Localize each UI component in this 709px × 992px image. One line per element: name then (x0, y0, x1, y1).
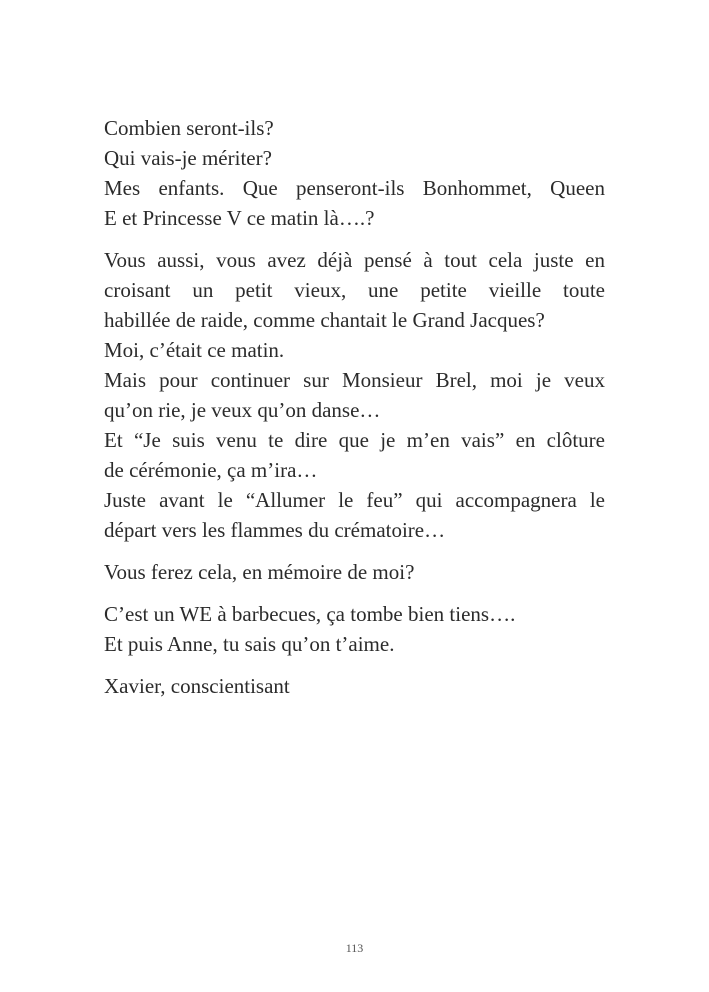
page-body (104, 113, 605, 701)
text-line: Et puis Anne, tu sais qu’on t’aime. (104, 632, 395, 656)
text-line: de cérémonie, ça m’ira… (104, 458, 318, 482)
text-line: C’est un WE à barbecues, ça tombe bien tiens…. (104, 602, 516, 626)
signature: Xavier, conscientisant (104, 674, 290, 698)
text-line: habillée de raide, comme chantait le Grand Jacques? (104, 308, 545, 332)
text-line: qu’on rie, je veux qu’on danse… (104, 398, 381, 422)
text-line: E et Princesse V ce matin là….? (104, 206, 375, 230)
text-line: Et “Je suis venu te dire que je m’en vais” en clôture (104, 428, 605, 452)
text-line: Vous ferez cela, en mémoire de moi? (104, 560, 415, 584)
text-line: Juste avant le “Allumer le feu” qui accompagnera le (104, 488, 605, 512)
text-line: départ vers les flammes du crématoire… (104, 518, 446, 542)
text-line: Mes enfants. Que penseront-ils Bonhommet, Queen (104, 176, 605, 200)
text-line: Qui vais-je mériter? (104, 146, 272, 170)
text-line: Combien seront-ils? (104, 116, 274, 140)
paragraph (104, 113, 605, 233)
text-body (104, 113, 605, 659)
text-line: Moi, c’était ce matin. (104, 338, 285, 362)
paragraph (104, 245, 605, 545)
text-line: croisant un petit vieux, une petite vieille toute (104, 278, 605, 302)
text-line: Vous aussi, vous avez déjà pensé à tout cela juste en (104, 248, 605, 272)
paragraph (104, 599, 605, 659)
paragraph (104, 557, 605, 587)
text-line: Mais pour continuer sur Monsieur Brel, moi je veux (104, 368, 605, 392)
page-number: 113 (345, 941, 364, 955)
